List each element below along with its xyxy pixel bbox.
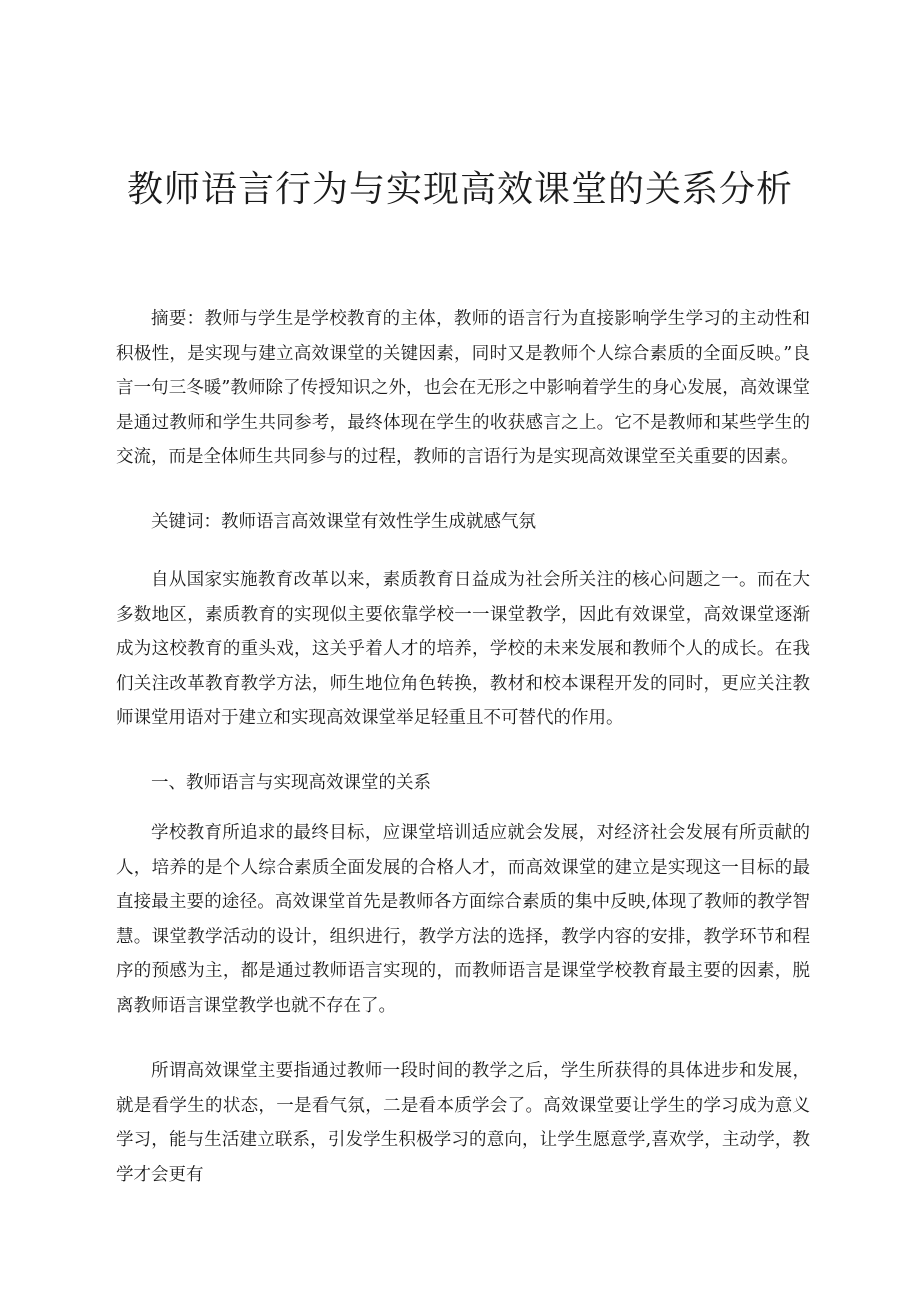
section-heading: 一、教师语言与实现高效课堂的关系 [151, 773, 431, 793]
intro-paragraph: 自从国家实施教育改革以来，素质教育日益成为社会所关注的核心问题之一。而在大多数地区，素质教育的实现似主要依靠学校一一课堂教学，因此有效课堂，高效课堂逐渐成为这校教育的重头戏，这关乎着人才的培养，学校的未来发展和教师个人的成长。在我们关注改革教育教学方法，师生地位角色转换，教材和校本课程开发的同时，更应关注教师课堂用语对于建立和实现高效课堂举足轻重且不可替代的作用。 [116, 570, 810, 728]
body-paragraph: 所谓高效课堂主要指通过教师一段时间的教学之后，学生所获得的具体进步和发展，就是看学生的状态，一是看气氛，二是看本质学会了。高效课堂要让学生的学习成为意义学习，能与生活建立联系，引发学生积极学习的意向，让学生愿意学,喜欢学，主动学，教学才会更有 [116, 1061, 810, 1185]
keywords-paragraph: 关键词：教师语言高效课堂有效性学生成就感气氛 [151, 512, 536, 532]
body-paragraph: 学校教育所追求的最终目标，应课堂培训适应就会发展，对经济社会发展有所贡献的人，培养的是个人综合素质全面发展的合格人才，而高效课堂的建立是实现这一目标的最直接最主要的途径。高效课堂首先是教师各方面综合素质的集中反映,体现了教师的教学智慧。课堂教学活动的设计，组织进行，教学方法的选择，教学内容的安排，教学环节和程序的预感为主，都是通过教师语言实现的，而教师语言是课堂学校教育最主要的因素，脱离教师语言课堂教学也就不存在了。 [116, 823, 810, 1016]
document-title: 教师语言行为与实现高效课堂的关系分析 [126, 169, 793, 210]
abstract-paragraph: 摘要：教师与学生是学校教育的主体，教师的语言行为直接影响学生学习的主动性和积极性，是实现与建立高效课堂的关键因素，同时又是教师个人综合素质的全面反映。”良言一句三冬暖”教师除了传授知识之外，也会在无形之中影响着学生的身心发展，高效课堂是通过教师和学生共同参考，最终体现在学生的收获感言之上。它不是教师和某些学生的交流，而是全体师生共同参与的过程，教师的言语行为是实现高效课堂至关重要的因素。 [116, 309, 810, 467]
